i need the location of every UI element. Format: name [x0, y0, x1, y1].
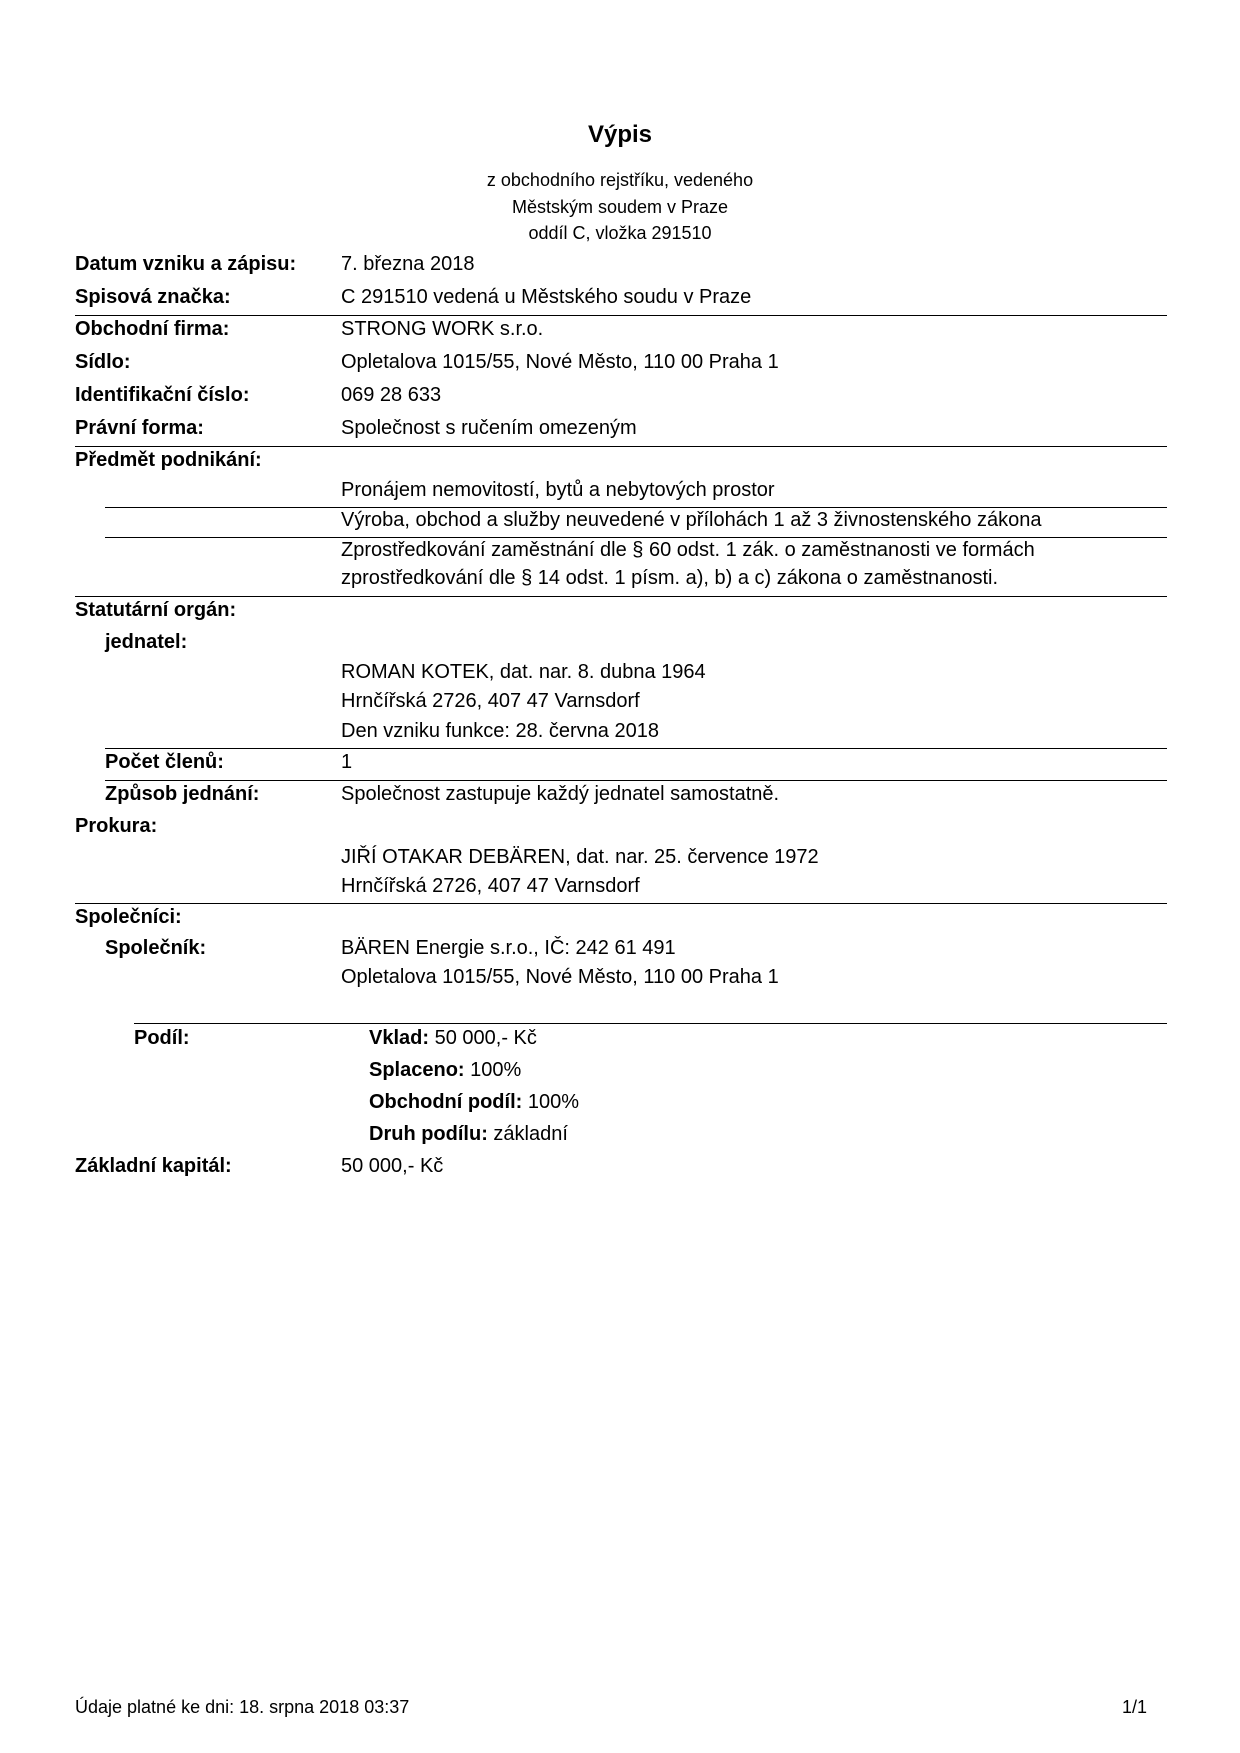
executive-name: ROMAN KOTEK, dat. nar. 8. dubna 1964: [341, 661, 706, 683]
deposit-label: Vklad:: [369, 1027, 430, 1049]
procurist-address: Hrnčířská 2726, 407 47 Varnsdorf: [341, 875, 640, 897]
divider: [105, 537, 1167, 538]
register-subtitle: z obchodního rejstříku, vedeného: [486, 170, 754, 190]
founding-date-value: 7. března 2018: [341, 253, 475, 275]
share-type-label: Druh podílu:: [369, 1123, 488, 1145]
executive-function-date: Den vzniku funkce: 28. června 2018: [341, 720, 659, 742]
court-subtitle: Městským soudem v Praze: [511, 197, 729, 217]
divider: [75, 903, 1167, 904]
executive-label: jednatel:: [105, 631, 188, 653]
legal-form-label: Právní forma:: [75, 417, 204, 439]
paid-label: Splaceno:: [369, 1059, 465, 1081]
acting-method-value: Společnost zastupuje každý jednatel samostatně.: [341, 783, 780, 805]
seat-label: Sídlo:: [75, 351, 131, 373]
founding-date-label: Datum vzniku a zápisu:: [75, 253, 297, 275]
business-activity-label: Předmět podnikání:: [75, 449, 262, 471]
deposit-value: 50 000,- Kč: [434, 1027, 537, 1049]
divider: [105, 748, 1167, 749]
procurist-name: JIŘÍ OTAKAR DEBÄREN, dat. nar. 25. července 1972: [341, 846, 819, 868]
shareholders-label: Společníci:: [75, 906, 182, 928]
company-name-label: Obchodní firma:: [75, 318, 230, 340]
section-subtitle: oddíl C, vložka 291510: [528, 223, 712, 243]
divider: [134, 1023, 1167, 1024]
share-capital-value: 50 000,- Kč: [341, 1155, 444, 1177]
seat-value: Opletalova 1015/55, Nové Město, 110 00 Praha 1: [341, 351, 779, 373]
company-name-value: STRONG WORK s.r.o.: [341, 318, 544, 340]
document-title: Výpis: [587, 121, 653, 148]
acting-method-label: Způsob jednání:: [105, 783, 260, 805]
shareholder-name: BÄREN Energie s.r.o., IČ: 242 61 491: [341, 937, 676, 959]
divider: [105, 507, 1167, 508]
business-activity-2: Výroba, obchod a služby neuvedené v přílohách 1 až 3 živnostenského zákona: [341, 509, 1042, 531]
divider: [105, 780, 1167, 781]
business-activity-3a: Zprostředkování zaměstnání dle § 60 odst. 1 zák. o zaměstnanosti ve formách: [341, 539, 1035, 561]
validity-note: Údaje platné ke dni: 18. srpna 2018 03:37: [75, 1697, 410, 1717]
id-number-label: Identifikační číslo:: [75, 384, 250, 406]
id-number-value: 069 28 633: [341, 384, 442, 406]
file-number-label: Spisová značka:: [75, 286, 231, 308]
member-count-label: Počet členů:: [105, 751, 224, 773]
business-share-value: 100%: [527, 1091, 580, 1113]
share-capital-label: Základní kapitál:: [75, 1155, 232, 1177]
deposit-line: [369, 1027, 537, 1050]
business-activity-3b: zprostředkování dle § 14 odst. 1 písm. a), b) a c) zákona o zaměstnanosti.: [341, 567, 999, 589]
share-label: Podíl:: [134, 1027, 190, 1049]
share-type-line: [369, 1123, 568, 1146]
shareholder-label: Společník:: [105, 937, 207, 959]
paid-value: 100%: [470, 1059, 522, 1081]
statutory-body-label: Statutární orgán:: [75, 599, 237, 621]
divider: [75, 315, 1167, 316]
file-number-value: C 291510 vedená u Městského soudu v Praze: [341, 286, 752, 308]
shareholder-address: Opletalova 1015/55, Nové Město, 110 00 Praha 1: [341, 966, 779, 988]
divider: [75, 596, 1167, 597]
share-type-value: základní: [493, 1123, 568, 1145]
executive-address: Hrnčířská 2726, 407 47 Varnsdorf: [341, 690, 640, 712]
procuration-label: Prokura:: [75, 815, 158, 837]
legal-form-value: Společnost s ručením omezeným: [341, 417, 637, 439]
page-number: 1/1: [1121, 1697, 1147, 1717]
business-share-line: [369, 1091, 579, 1114]
business-activity-1: Pronájem nemovitostí, bytů a nebytových prostor: [341, 479, 775, 501]
business-share-label: Obchodní podíl:: [369, 1091, 523, 1113]
paid-line: [369, 1059, 521, 1082]
member-count-value: 1: [341, 751, 353, 773]
divider: [75, 446, 1167, 447]
